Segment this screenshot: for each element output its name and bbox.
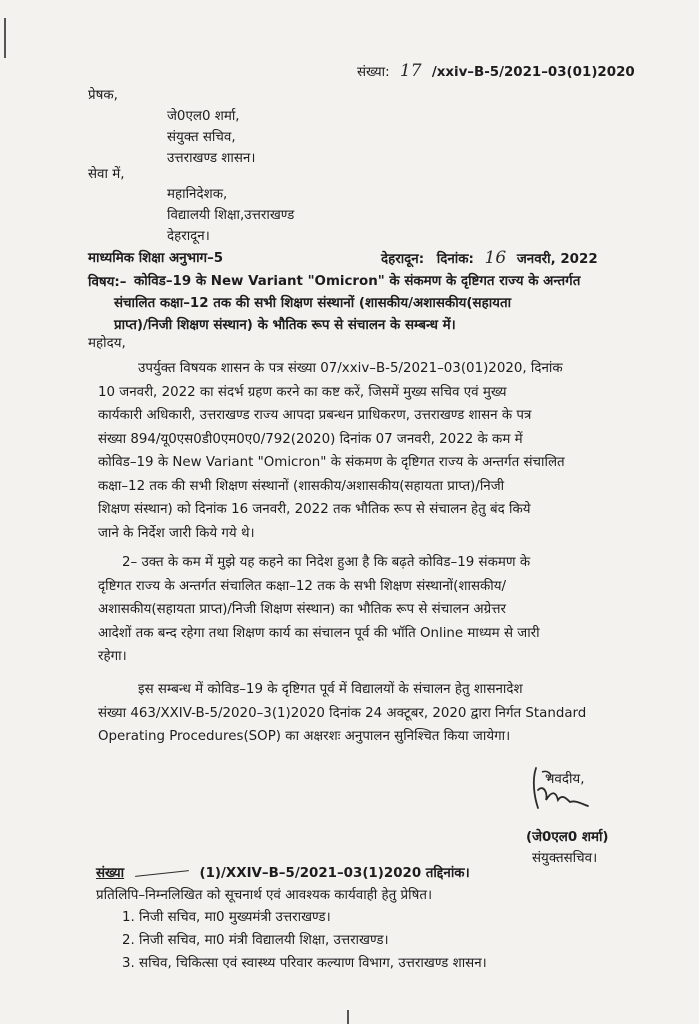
subject-line: कोविड–19 के New Variant "Omicron" के संकमण के दृष्टिगत राज्य के अन्तर्गत (134, 274, 581, 289)
paragraph-1 (98, 357, 643, 545)
date-month-year: जनवरी, 2022 (516, 252, 598, 267)
paragraph-1-line: उपर्युक्त विषयक शासन के पत्र संख्या 07/xxiv–B-5/2021–03(01)2020, दिनांक (138, 361, 563, 376)
sender-designation: संयुक्त सचिव, (167, 130, 236, 145)
paragraph-1-line: 10 जनवरी, 2022 का संदर्भ ग्रहण करने का कष्ट करें, जिसमें मुख्य सचिव एवं मुख्य (98, 384, 507, 400)
paragraph-3-line: इस सम्बन्ध में कोविड–19 के दृष्टिगत पूर्व में विद्यालयों के संचालन हेतु शासनादेश (138, 682, 523, 697)
recipient-label: सेवा में, (88, 167, 125, 182)
subject-text (114, 271, 639, 337)
paragraph-2-line: 2– उक्त के कम में मुझे यह कहने का निदेश हुआ है कि बढ़ते कोविड–19 संकमण के (122, 555, 531, 570)
paragraph-1-line: कक्षा–12 तक की सभी शिक्षण संस्थानों (शासकीय/अशासकीय(सहायता प्राप्त)/निजी (98, 478, 505, 494)
paragraph-1-line: जाने के निर्देश जारी किये गये थे। (98, 525, 255, 541)
sender-name: जे0एल0 शर्मा, (167, 109, 240, 124)
copy-list (122, 906, 487, 975)
paragraph-1-line: संख्या 894/यू0एस0डी0एम0ए0/792(2020) दिनांक 07 जनवरी, 2022 के कम में (98, 431, 523, 447)
reference-bottom-stroke (135, 870, 189, 877)
recipient-place: देहरादून। (167, 229, 210, 244)
reference-number-bottom (96, 862, 470, 885)
reference-bottom-label: संख्या (96, 866, 125, 881)
paragraph-2-line: रहेगा। (98, 649, 127, 664)
subject-label: विषय:– (88, 275, 127, 290)
paragraph-2-line: अशासकीय(सहायता प्राप्त)/निजी शिक्षण संस्थान) का भौतिक रूप से संचालन अग्रेत्तर (98, 602, 506, 617)
reference-number-top (357, 60, 635, 84)
subject-line: प्राप्त)/निजी शिक्षण संस्थान) के भौतिक रूप से संचालन के सम्बन्ध में। (114, 318, 456, 333)
copy-list-item: 1. निजी सचिव, मा0 मुख्यमंत्री उत्तराखण्ड। (122, 910, 331, 925)
page-edge-mark (4, 18, 6, 58)
paragraph-1-line: कार्यकारी अधिकारी, उत्तराखण्ड राज्य आपदा प्रबन्धन प्राधिकरण, उत्तराखण्ड शासन के पत्र (98, 408, 532, 423)
copy-list-item: 2. निजी सचिव, मा0 मंत्री विद्यालयी शिक्षा, उत्तराखण्ड। (122, 933, 389, 948)
paragraph-1-line: कोविड–19 के New Variant "Omicron" के संकमण के दृष्टिगत राज्य के अन्तर्गत संचालित (98, 455, 565, 470)
signature-closing: भवदीय, (545, 772, 585, 787)
recipient-dept: विद्यालयी शिक्षा,उत्तराखण्ड (167, 208, 295, 223)
reference-code: /xxiv–B-5/2021–03(01)2020 (431, 65, 635, 80)
paragraph-3-line: संख्या 463/XXIV-B-5/2020–3(1)2020 दिनांक 24 अक्टूबर, 2020 द्वारा निर्गत Standard (98, 705, 587, 721)
paragraph-2-line: दृष्टिगत राज्य के अन्तर्गत संचालित कक्षा–12 तक के सभी शिक्षण संस्थानों(शासकीय/ (98, 578, 507, 594)
signature-designation: संयुक्तसचिव। (532, 851, 598, 866)
sender-office: उत्तराखण्ड शासन। (167, 151, 256, 166)
recipient-name: महानिदेशक, (167, 187, 228, 202)
reference-bottom-code: (1)/XXIV–B–5/2021–03(1)2020 तद्दिनांक। (199, 866, 470, 881)
handwritten-signature (522, 760, 602, 820)
sender-label: प्रेषक, (88, 88, 118, 103)
date-handwritten-day: 16 (484, 248, 507, 268)
paragraph-2 (98, 551, 643, 669)
page-bottom-mark (347, 1010, 349, 1024)
subject-line: संचालित कक्षा–12 तक की सभी शिक्षण संस्थानों (शासकीय/अशासकीय(सहायता (114, 296, 512, 311)
date-line (381, 247, 598, 271)
paragraph-3-line: Operating Procedures(SOP) का अक्षरशः अनुपालन सुनिश्चित किया जायेगा। (98, 729, 511, 744)
paragraph-2-line: आदेशों तक बन्द रहेगा तथा शिक्षण कार्य का संचालन पूर्व की भॉति Online माध्यम से जारी (98, 625, 540, 641)
reference-handwritten-number: 17 (399, 61, 422, 81)
date-place: देहरादून: (381, 252, 425, 267)
reference-label: संख्या: (357, 65, 390, 80)
paragraph-3 (98, 678, 643, 749)
copy-intro: प्रतिलिपि–निम्नलिखित को सूचनार्थ एवं आवश्यक कार्यवाही हेतु प्रेषित। (96, 888, 433, 903)
copy-list-item: 3. सचिव, चिकित्सा एवं स्वास्थ्य परिवार कल्याण विभाग, उत्तराखण्ड शासन। (122, 956, 487, 971)
section-name: माध्यमिक शिक्षा अनुभाग–5 (88, 251, 224, 266)
date-label: दिनांक: (436, 252, 474, 267)
paragraph-1-line: शिक्षण संस्थान) को दिनांक 16 जनवरी, 2022 तक भौतिक रूप से संचालन हेतु बंद किये (98, 502, 531, 517)
signature-name: (जे0एल0 शर्मा) (526, 830, 609, 845)
salutation: महोदय, (88, 336, 126, 351)
